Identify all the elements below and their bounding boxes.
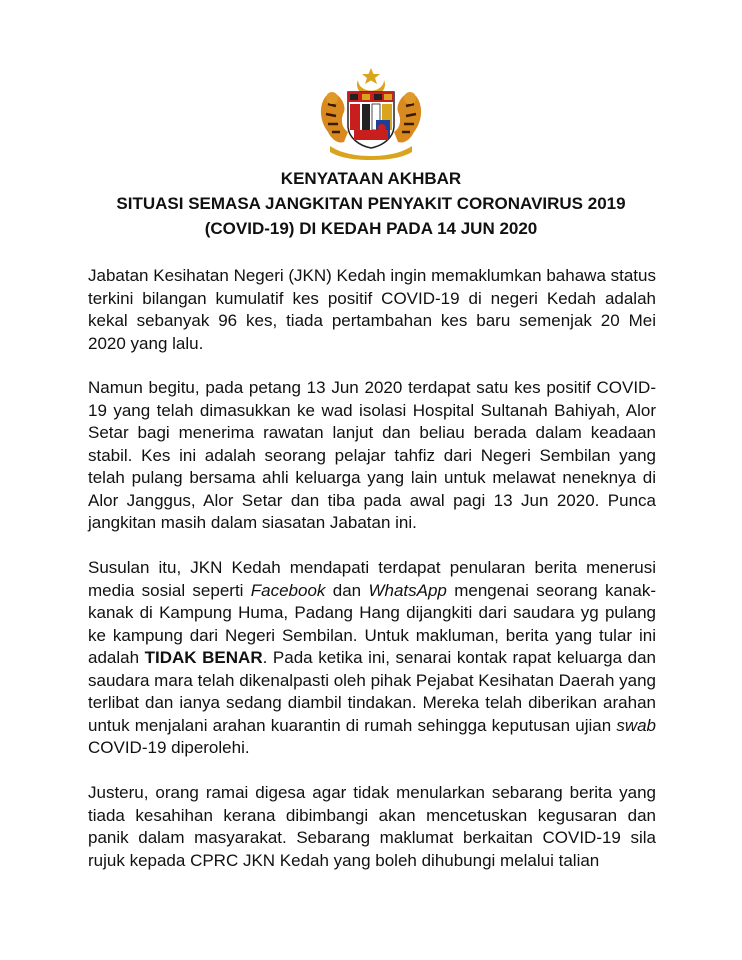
paragraph-3-text-a: Susulan itu, JKN Kedah mendapati terdapat penularan berita menerusi media sosial seperti: [88, 558, 656, 600]
paragraph-3-text-e: mengenai seorang kanak-kanak di Kampung Huma, Padang Hang dijangkiti dari saudara yg pulang ke kampung dari Negeri Sembilan. Untuk makluman, berita yang tular ini adalah: [88, 580, 656, 667]
paragraph-3-text-g: . Pada ketika ini, senarai kontak rapat keluarga dan saudara mara telah dikenalpasti oleh pihak Pejabat Kesihatan Daerah yang terlibat dan ianya sedang diambil tindakan. Mereka telah diberikan arahan untuk menjalani arahan kuarantin di rumah sehingga keputusan ujian: [88, 648, 656, 735]
swab-term: swab: [616, 715, 656, 735]
facebook-mention: Facebook: [250, 580, 326, 600]
paragraph-3-text-c: dan: [325, 580, 369, 600]
paragraph-3-text-i: COVID-19 diperolehi.: [88, 738, 250, 757]
title-line-2: (COVID-19) DI KEDAH PADA 14 JUN 2020: [204, 219, 538, 238]
title-line-1: SITUASI SEMASA JANGKITAN PENYAKIT CORONAVIRUS 2019: [116, 194, 626, 213]
paragraph-4: Justeru, orang ramai digesa agar tidak menularkan sebarang berita yang tiada kesahihan kerana dibimbangi akan mencetuskan kegusaran dan panik dalam masyarakat. Sebarang maklumat berkaitan COVID-19 sila rujuk kepada CPRC JKN Kedah yang boleh dihubungi melalui talian: [88, 783, 656, 870]
paragraph-1: Jabatan Kesihatan Negeri (JKN) Kedah ingin memaklumkan bahawa status terkini bilangan kumulatif kes positif COVID-19 di negeri Kedah adalah kekal sebanyak 96 kes, tiada pertambahan kes baru semenjak 20 Mei 2020 yang lalu.: [88, 266, 656, 353]
paragraph-3: [88, 557, 656, 760]
whatsapp-mention: WhatsApp: [368, 580, 447, 600]
coat-of-arms-icon: [312, 66, 430, 160]
not-true-emphasis: TIDAK BENAR: [144, 648, 263, 667]
release-type-heading: KENYATAAN AKHBAR: [280, 169, 462, 188]
paragraph-2: Namun begitu, pada petang 13 Jun 2020 terdapat satu kes positif COVID-19 yang telah dimasukkan ke wad isolasi Hospital Sultanah Bahiyah, Alor Setar bagi menerima rawatan lanjut dan beliau berada dalam keadaan stabil. Kes ini adalah seorang pelajar tahfiz dari Negeri Sembilan yang telah pulang bersama ahli keluarga yang lain untuk melawat neneknya di Alor Janggus, Alor Setar dan tiba pada awal pagi 13 Jun 2020. Punca jangkitan masih dalam siasatan Jabatan ini.: [88, 378, 656, 532]
